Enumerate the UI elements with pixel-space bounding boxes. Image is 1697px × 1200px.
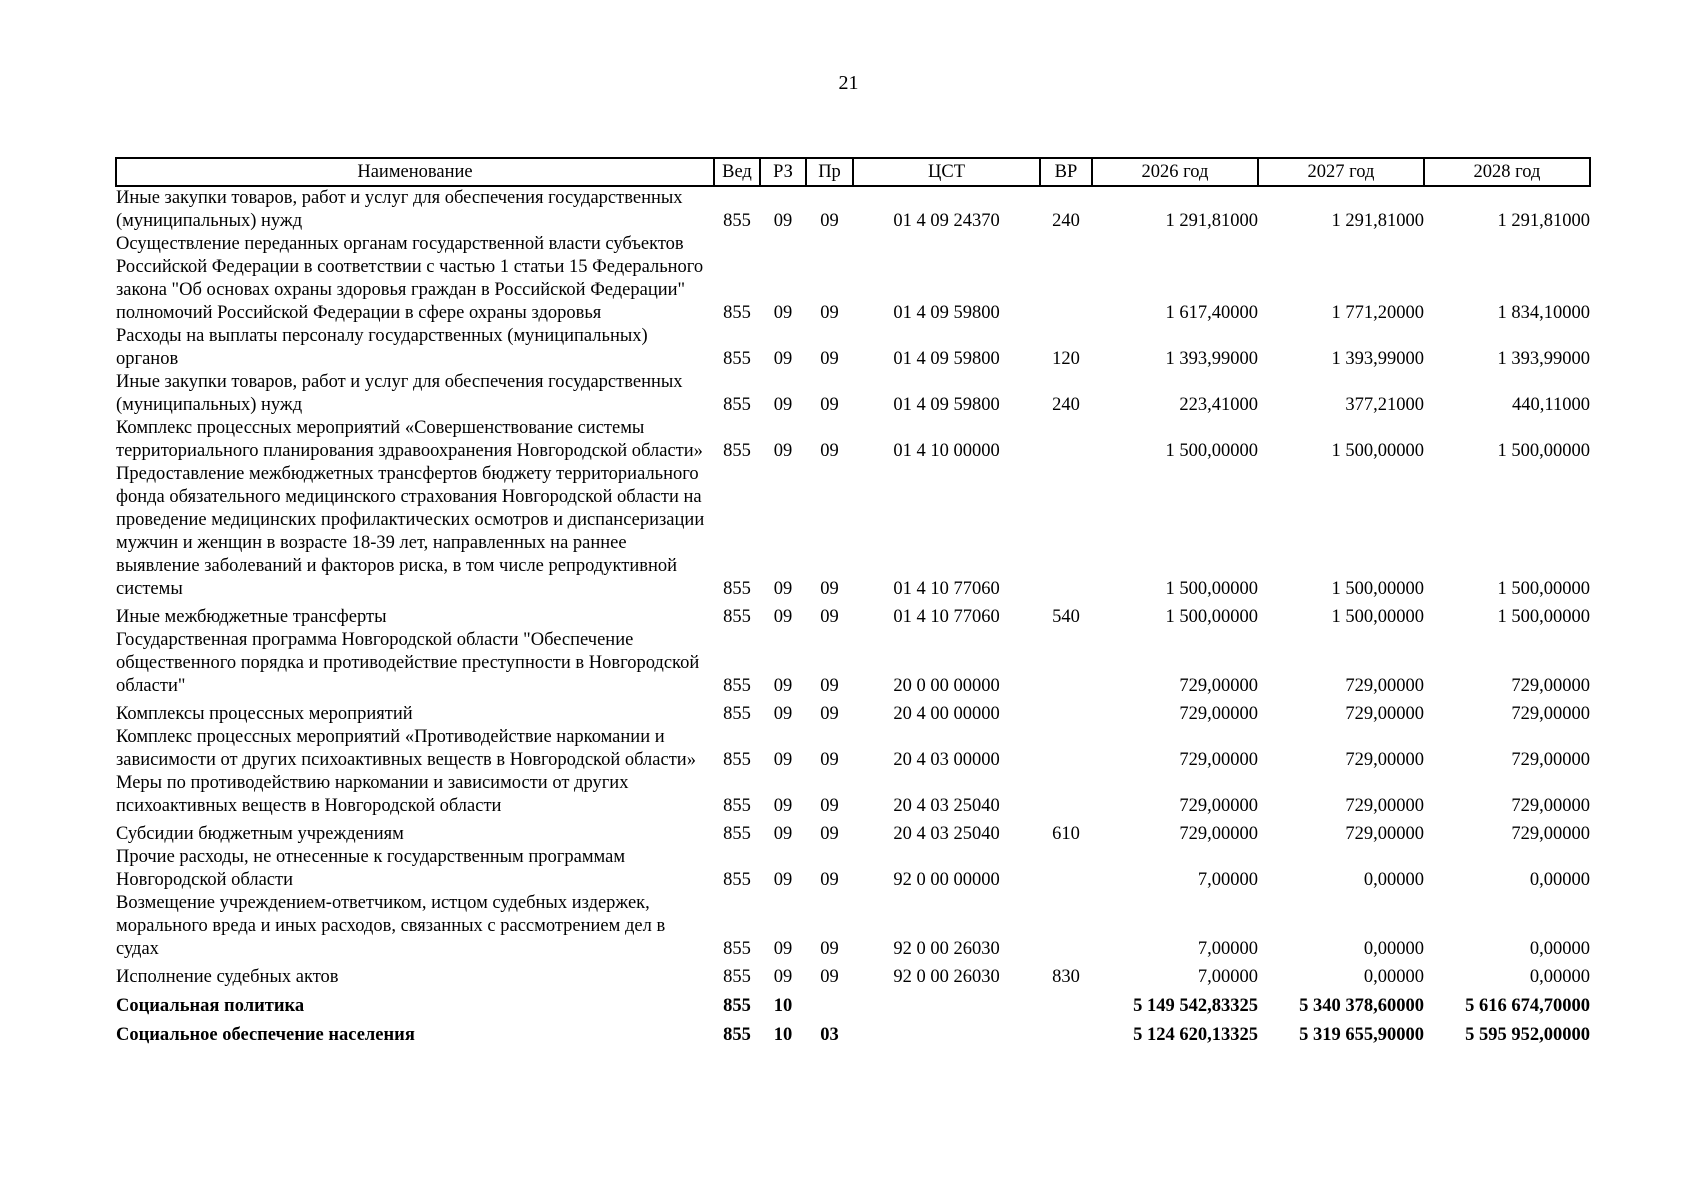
row-ved: 855 xyxy=(723,676,751,696)
row-value-2027: 1 291,81000 xyxy=(1331,211,1424,231)
row-ved: 855 xyxy=(723,607,751,627)
row-value-2028: 1 834,10000 xyxy=(1497,303,1590,323)
row-rz: 09 xyxy=(773,870,793,890)
row-ved: 855 xyxy=(723,211,751,231)
row-cst: 20 4 03 00000 xyxy=(893,750,1000,770)
row-value-2028: 1 500,00000 xyxy=(1497,441,1590,461)
row-pr: 09 xyxy=(820,579,839,599)
row-pr: 09 xyxy=(820,870,839,890)
row-vr xyxy=(1040,772,1092,818)
row-value-2028: 729,00000 xyxy=(1511,796,1590,816)
table-row xyxy=(116,233,1590,325)
row-value-2026: 1 500,00000 xyxy=(1165,441,1258,461)
row-pr: 09 xyxy=(820,607,839,627)
row-name: Иные закупки товаров, работ и услуг для обеспечения государственных (муниципальных) нужд xyxy=(116,372,683,415)
budget-table xyxy=(115,157,1591,1047)
row-vr: 540 xyxy=(1052,607,1080,627)
row-value-2026: 1 500,00000 xyxy=(1165,607,1258,627)
row-cst: 01 4 09 59800 xyxy=(893,303,1000,323)
row-value-2028: 729,00000 xyxy=(1511,750,1590,770)
header-vr: ВР xyxy=(1040,158,1092,186)
row-rz: 10 xyxy=(773,996,793,1016)
row-vr xyxy=(1040,989,1092,1018)
row-cst: 01 4 09 59800 xyxy=(893,395,1000,415)
table-row xyxy=(116,186,1590,233)
row-cst: 92 0 00 26030 xyxy=(893,967,1000,987)
row-cst: 20 4 00 00000 xyxy=(893,704,1000,724)
row-value-2026: 7,00000 xyxy=(1197,939,1258,959)
row-vr xyxy=(1040,726,1092,772)
row-rz: 09 xyxy=(773,303,793,323)
row-ved: 855 xyxy=(723,395,751,415)
row-value-2026: 7,00000 xyxy=(1197,870,1258,890)
row-ved: 855 xyxy=(723,996,751,1016)
row-value-2026: 5 124 620,13325 xyxy=(1133,1025,1258,1045)
row-value-2027: 5 340 378,60000 xyxy=(1299,996,1424,1016)
row-cst: 01 4 10 00000 xyxy=(893,441,1000,461)
row-name: Предоставление межбюджетных трансфертов бюджету территориального фонда обязательного медицинского страхования Новгородской области на проведение медицинских профилактических осмотров и диспансеризации мужчин и женщин в возрасте 18-39 лет, направленных на раннее выявление заболеваний и факторов риска, в том числе репродуктивной системы xyxy=(116,464,705,599)
row-value-2027: 729,00000 xyxy=(1345,676,1424,696)
row-value-2026: 729,00000 xyxy=(1179,796,1258,816)
row-ved: 855 xyxy=(723,870,751,890)
row-value-2027: 729,00000 xyxy=(1345,750,1424,770)
row-value-2027: 5 319 655,90000 xyxy=(1299,1025,1424,1045)
row-name: Субсидии бюджетным учреждениям xyxy=(116,824,404,844)
row-rz: 09 xyxy=(773,796,793,816)
row-value-2027: 729,00000 xyxy=(1345,824,1424,844)
row-rz: 09 xyxy=(773,750,793,770)
table-row xyxy=(116,325,1590,371)
row-value-2028: 729,00000 xyxy=(1511,676,1590,696)
row-value-2026: 729,00000 xyxy=(1179,676,1258,696)
row-cst: 20 4 03 25040 xyxy=(893,824,1000,844)
table-row xyxy=(116,371,1590,417)
row-rz: 10 xyxy=(773,1025,793,1045)
row-pr: 09 xyxy=(820,441,839,461)
row-vr xyxy=(1040,233,1092,325)
row-value-2028: 729,00000 xyxy=(1511,704,1590,724)
row-pr: 09 xyxy=(820,395,839,415)
row-rz: 09 xyxy=(773,824,793,844)
table-row xyxy=(116,601,1590,629)
row-cst: 01 4 10 77060 xyxy=(893,579,1000,599)
row-value-2026: 1 500,00000 xyxy=(1165,579,1258,599)
row-cst: 01 4 10 77060 xyxy=(893,607,1000,627)
row-value-2027: 729,00000 xyxy=(1345,796,1424,816)
row-name: Комплекс процессных мероприятий «Совершенствование системы территориального планирования здравоохранения Новгородской области» xyxy=(116,418,703,461)
row-value-2026: 7,00000 xyxy=(1197,967,1258,987)
row-rz: 09 xyxy=(773,579,793,599)
header-rz: РЗ xyxy=(760,158,806,186)
row-rz: 09 xyxy=(773,704,793,724)
row-value-2027: 1 771,20000 xyxy=(1331,303,1424,323)
row-cst: 20 4 03 25040 xyxy=(893,796,1000,816)
row-ved: 855 xyxy=(723,303,751,323)
row-pr: 09 xyxy=(820,750,839,770)
row-value-2028: 5 595 952,00000 xyxy=(1465,1025,1590,1045)
row-name: Комплекс процессных мероприятий «Противодействие наркомании и зависимости от других психоактивных веществ в Новгородской области» xyxy=(116,727,696,770)
row-cst: 01 4 09 24370 xyxy=(893,211,1000,231)
row-value-2028: 1 291,81000 xyxy=(1497,211,1590,231)
row-ved: 855 xyxy=(723,579,751,599)
row-value-2028: 1 393,99000 xyxy=(1497,349,1590,369)
row-value-2028: 729,00000 xyxy=(1511,824,1590,844)
row-value-2028: 0,00000 xyxy=(1529,939,1590,959)
row-rz: 09 xyxy=(773,441,793,461)
row-pr: 09 xyxy=(820,349,839,369)
table-row xyxy=(116,846,1590,892)
row-name: Комплексы процессных мероприятий xyxy=(116,704,413,724)
row-value-2026: 1 617,40000 xyxy=(1165,303,1258,323)
row-cst xyxy=(853,1018,1040,1047)
page-number: 21 xyxy=(838,72,859,94)
row-ved: 855 xyxy=(723,796,751,816)
table-row xyxy=(116,698,1590,726)
table-row xyxy=(116,1018,1590,1047)
row-ved: 855 xyxy=(723,939,751,959)
table-row xyxy=(116,629,1590,698)
header-2027: 2027 год xyxy=(1258,158,1424,186)
row-pr: 09 xyxy=(820,676,839,696)
row-ved: 855 xyxy=(723,750,751,770)
row-name: Прочие расходы, не отнесенные к государственным программам Новгородской области xyxy=(116,847,626,890)
row-vr xyxy=(1040,417,1092,463)
row-rz: 09 xyxy=(773,967,793,987)
row-value-2026: 223,41000 xyxy=(1179,395,1258,415)
row-rz: 09 xyxy=(773,349,793,369)
row-value-2027: 1 393,99000 xyxy=(1331,349,1424,369)
row-rz: 09 xyxy=(773,607,793,627)
header-pr: Пр xyxy=(806,158,853,186)
table-row xyxy=(116,961,1590,989)
header-2026: 2026 год xyxy=(1092,158,1258,186)
row-pr: 09 xyxy=(820,704,839,724)
row-rz: 09 xyxy=(773,939,793,959)
row-value-2026: 729,00000 xyxy=(1179,824,1258,844)
row-pr xyxy=(806,989,853,1018)
row-ved: 855 xyxy=(723,349,751,369)
row-rz: 09 xyxy=(773,395,793,415)
row-value-2026: 5 149 542,83325 xyxy=(1133,996,1258,1016)
row-ved: 855 xyxy=(723,967,751,987)
row-value-2028: 1 500,00000 xyxy=(1497,579,1590,599)
row-vr xyxy=(1040,1018,1092,1047)
row-name: Иные межбюджетные трансферты xyxy=(116,607,387,627)
row-value-2027: 1 500,00000 xyxy=(1331,579,1424,599)
row-cst xyxy=(853,989,1040,1018)
row-name: Исполнение судебных актов xyxy=(116,967,339,987)
row-name: Социальное обеспечение населения xyxy=(116,1025,415,1045)
row-vr: 240 xyxy=(1052,211,1080,231)
row-vr xyxy=(1040,846,1092,892)
row-vr: 240 xyxy=(1052,395,1080,415)
row-pr: 09 xyxy=(820,211,839,231)
table-row xyxy=(116,818,1590,846)
row-value-2027: 0,00000 xyxy=(1363,939,1424,959)
row-pr: 09 xyxy=(820,824,839,844)
header-cst: ЦСТ xyxy=(853,158,1040,186)
row-pr: 09 xyxy=(820,796,839,816)
row-value-2027: 1 500,00000 xyxy=(1331,441,1424,461)
row-name: Иные закупки товаров, работ и услуг для обеспечения государственных (муниципальных) нужд xyxy=(116,188,683,231)
table-row xyxy=(116,463,1590,601)
row-name: Социальная политика xyxy=(116,996,305,1016)
row-pr: 03 xyxy=(820,1025,839,1045)
row-value-2027: 377,21000 xyxy=(1345,395,1424,415)
row-value-2027: 0,00000 xyxy=(1363,967,1424,987)
row-value-2028: 1 500,00000 xyxy=(1497,607,1590,627)
table-body xyxy=(116,186,1590,1047)
table-row xyxy=(116,989,1590,1018)
header-name: Наименование xyxy=(116,158,714,186)
row-pr: 09 xyxy=(820,967,839,987)
row-value-2027: 1 500,00000 xyxy=(1331,607,1424,627)
row-vr: 610 xyxy=(1052,824,1080,844)
row-value-2028: 5 616 674,70000 xyxy=(1465,996,1590,1016)
row-rz: 09 xyxy=(773,676,793,696)
row-name: Расходы на выплаты персоналу государственных (муниципальных) органов xyxy=(116,326,648,369)
row-vr: 120 xyxy=(1052,349,1080,369)
row-pr: 09 xyxy=(820,939,839,959)
row-vr xyxy=(1040,463,1092,601)
row-value-2028: 0,00000 xyxy=(1529,967,1590,987)
header-2028: 2028 год xyxy=(1424,158,1590,186)
row-cst: 92 0 00 00000 xyxy=(893,870,1000,890)
row-name: Государственная программа Новгородской области "Обеспечение общественного порядка и противодействие преступности в Новгородской области" xyxy=(116,630,700,696)
table-row xyxy=(116,772,1590,818)
table-row xyxy=(116,726,1590,772)
row-value-2028: 440,11000 xyxy=(1512,395,1590,415)
row-cst: 01 4 09 59800 xyxy=(893,349,1000,369)
row-vr xyxy=(1040,629,1092,698)
row-pr: 09 xyxy=(820,303,839,323)
row-value-2026: 729,00000 xyxy=(1179,704,1258,724)
row-name: Меры по противодействию наркомании и зависимости от других психоактивных веществ в Новгородской области xyxy=(116,773,629,816)
row-value-2027: 729,00000 xyxy=(1345,704,1424,724)
row-ved: 855 xyxy=(723,441,751,461)
row-ved: 855 xyxy=(723,1025,751,1045)
row-value-2026: 1 393,99000 xyxy=(1165,349,1258,369)
row-value-2028: 0,00000 xyxy=(1529,870,1590,890)
row-value-2027: 0,00000 xyxy=(1363,870,1424,890)
row-cst: 20 0 00 00000 xyxy=(893,676,1000,696)
row-ved: 855 xyxy=(723,704,751,724)
row-vr xyxy=(1040,698,1092,726)
row-value-2026: 1 291,81000 xyxy=(1165,211,1258,231)
row-rz: 09 xyxy=(773,211,793,231)
row-name: Возмещение учреждением-ответчиком, истцом судебных издержек, морального вреда и иных расходов, связанных с рассмотрением дел в судах xyxy=(116,893,666,959)
table-header xyxy=(116,158,1590,186)
row-value-2026: 729,00000 xyxy=(1179,750,1258,770)
row-vr xyxy=(1040,892,1092,961)
row-cst: 92 0 00 26030 xyxy=(893,939,1000,959)
table-row xyxy=(116,417,1590,463)
row-ved: 855 xyxy=(723,824,751,844)
row-vr: 830 xyxy=(1052,967,1080,987)
row-name: Осуществление переданных органам государственной власти субъектов Российской Федерации в соответствии с частью 1 статьи 15 Федерального закона "Об основах охраны здоровья граждан в Российской Федерации" полномочий Российской Федерации в сфере охраны здоровья xyxy=(116,234,704,323)
table-row xyxy=(116,892,1590,961)
header-ved: Вед xyxy=(714,158,760,186)
